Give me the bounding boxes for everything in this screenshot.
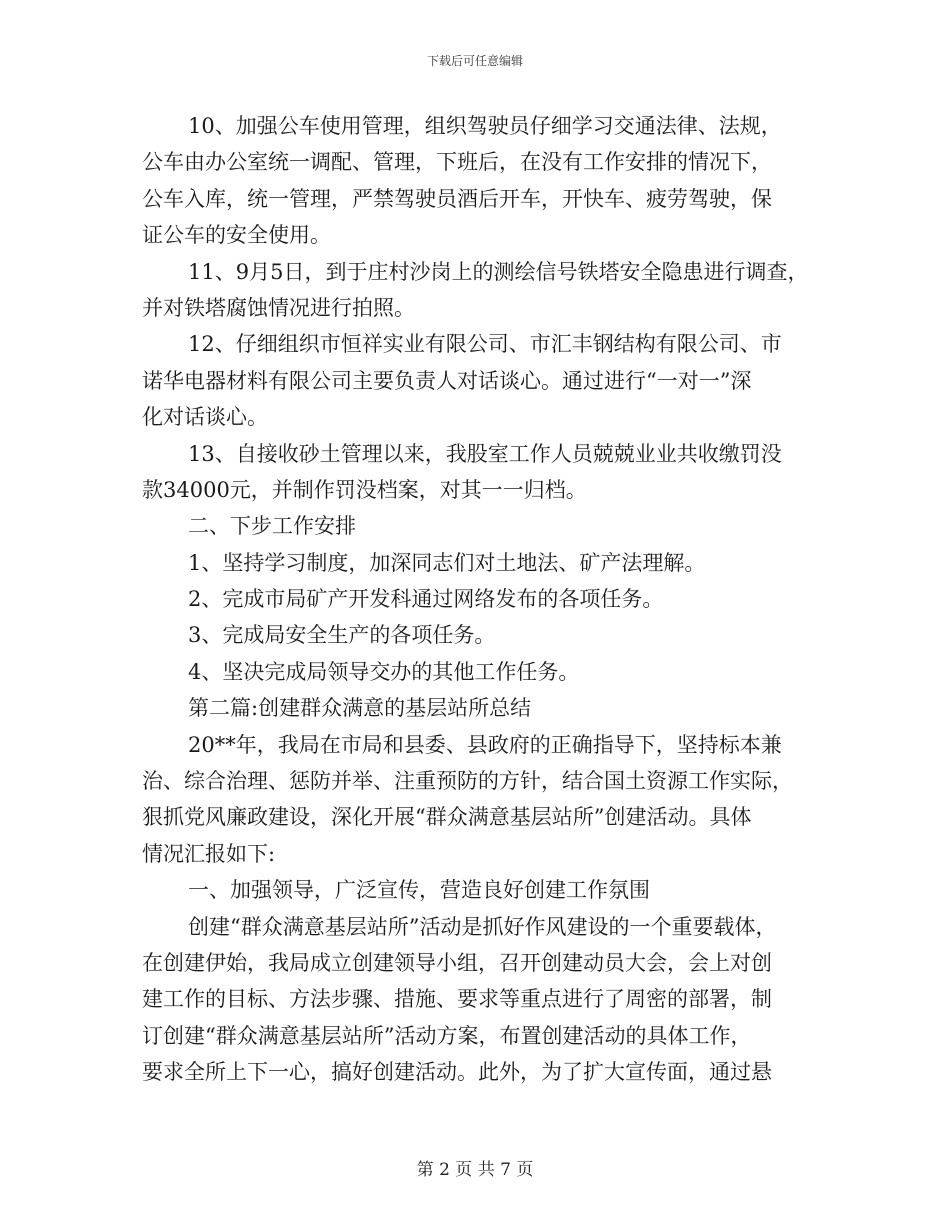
text-line: 诺华电器材料有限公司主要负责人对话谈心。通过进行“一对一”深	[142, 368, 752, 393]
text-line: 创建“群众满意基层站所”活动是抓好作风建设的一个重要载体，	[188, 914, 777, 939]
text-line: 建工作的目标、方法步骤、措施、要求等重点进行了周密的部署，制	[142, 987, 772, 1012]
text-line: 20**年，我局在市局和县委、县政府的正确指导下，坚持标本兼	[188, 732, 782, 757]
text-line: 并对铁塔腐蚀情况进行拍照。	[142, 295, 415, 320]
text-line: 3、完成局安全生产的各项任务。	[188, 623, 496, 648]
text-line: 12、仔细组织市恒祥实业有限公司、市汇丰钢结构有限公司、市	[188, 332, 782, 357]
page-footer: 第 2 页 共 7 页	[416, 1160, 534, 1180]
text-line: 10、加强公车使用管理，组织驾驶员仔细学习交通法律、法规，	[188, 114, 782, 138]
text-line: 情况汇报如下:	[142, 841, 276, 866]
text-line: 化对话谈心。	[142, 405, 268, 430]
page-header: 下载后可任意编辑	[426, 54, 523, 68]
text-line: 公车由办公室统一调配、管理，下班后，在没有工作安排的情况下，	[142, 150, 772, 175]
text-line: 治、综合治理、惩防并举、注重预防的方针，结合国土资源工作实际，	[142, 769, 793, 794]
text-line: 公车入库，统一管理，严禁驾驶员酒后开车，开快车、疲劳驾驶，保	[142, 186, 772, 211]
text-line: 一、加强领导，广泛宣传，营造良好创建工作氛围	[188, 878, 650, 903]
text-line: 第二篇:创建群众满意的基层站所总结	[188, 696, 532, 721]
document-body	[142, 108, 832, 1091]
text-line: 在创建伊始，我局成立创建领导小组，召开创建动员大会，会上对创	[142, 950, 772, 975]
text-line: 4、坚决完成局领导交办的其他工作任务。	[188, 659, 580, 684]
text-line: 订创建“群众满意基层站所”活动方案，布置创建活动的具体工作，	[142, 1023, 752, 1048]
text-line: 款34000元，并制作罚没档案，对其一一归档。	[142, 477, 587, 502]
text-line: 二、下步工作安排	[188, 514, 356, 539]
text-line: 11、9月5日，到于庄村沙岗上的测绘信号铁塔安全隐患进行调查，	[188, 259, 809, 284]
text-line: 证公车的安全使用。	[142, 223, 331, 248]
text-line: 13、自接收砂土管理以来，我股室工作人员兢兢业业共收缴罚没	[188, 441, 782, 466]
text-line: 狠抓党风廉政建设，深化开展“群众满意基层站所”创建活动。具体	[142, 805, 752, 830]
text-line: 1、坚持学习制度，加深同志们对土地法、矿产法理解。	[188, 550, 706, 575]
text-line: 2、完成市局矿产开发科通过网络发布的各项任务。	[188, 587, 664, 612]
text-line: 要求全所上下一心，搞好创建活动。此外，为了扩大宣传面，通过悬	[142, 1060, 772, 1085]
